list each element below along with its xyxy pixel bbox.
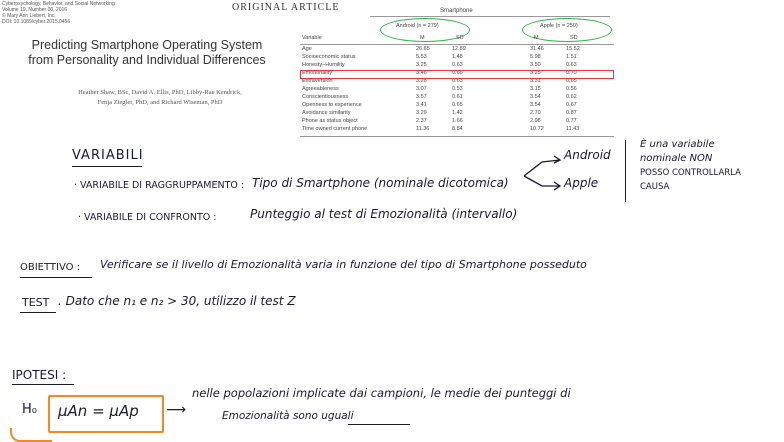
row-label: Phone as status object (302, 118, 358, 124)
table-cell: 0.63 (452, 78, 463, 84)
row-label: Socioeconomic status (302, 54, 356, 60)
h0-text-line1: nelle popolazioni implicate dai campioni, le medie dei punteggi di (192, 386, 571, 400)
side-note-line: POSSO CONTROLLARLA (640, 168, 741, 178)
table-cell: 3.50 (530, 62, 541, 68)
table-cell: 0.66 (452, 70, 463, 76)
side-bracket (625, 140, 636, 202)
table-cell: 1.51 (566, 54, 577, 60)
table-cell: 11.43 (566, 126, 580, 132)
obiettivo-label: OBIETTIVO : (20, 262, 81, 273)
table-subheader-row (300, 35, 614, 43)
table-row (300, 94, 614, 102)
underline (72, 166, 142, 167)
table-cell: 3.57 (416, 94, 427, 100)
table-cell: 0.53 (452, 86, 463, 92)
orange-swoosh (10, 428, 52, 442)
table-cell: 0.67 (566, 102, 577, 108)
emotionality-highlight-annotation (300, 70, 614, 79)
table-row (300, 62, 614, 70)
table-cell: 26.65 (416, 46, 430, 52)
underline (348, 424, 410, 425)
android-label: Android (564, 148, 611, 162)
row-label: Age (302, 46, 312, 52)
header-line: Volume 19, Number 00, 2016 (2, 7, 68, 13)
table-cell: 3.28 (416, 78, 427, 84)
row-label: Agreeableness (302, 86, 339, 92)
table-cell: 31.46 (530, 46, 544, 52)
table-cell: 5.53 (416, 54, 427, 60)
paper-title-line1: Predicting Smartphone Operating System (31, 38, 263, 52)
table-cell: 2.37 (416, 118, 427, 124)
table-cell: 3.41 (416, 102, 427, 108)
paper-authors (70, 88, 250, 108)
header-line: DOI: 10.1089/cyber.2015.0456 (2, 19, 71, 25)
table-cell: 0.63 (566, 62, 577, 68)
subheader: M (534, 35, 539, 41)
table-cell: 10.72 (530, 126, 544, 132)
table-row (300, 102, 614, 110)
table-cell: 3.54 (530, 102, 541, 108)
table-cell: 0.63 (452, 62, 463, 68)
confronto-text: Punteggio al test di Emozionalità (intervallo) (250, 207, 518, 221)
underline (20, 312, 56, 313)
table-cell: 3.07 (416, 86, 427, 92)
authors-line2: Fenja Ziegler, PhD, and Richard Wiseman, PhD (97, 99, 223, 106)
heading-variabili: VARIABILI (72, 148, 144, 163)
h0-formula: μAn = μAp (58, 402, 139, 420)
underline (12, 384, 74, 385)
table-cell: 3.25 (416, 62, 427, 68)
table-row (300, 86, 614, 94)
side-note-line: nominale NON (640, 153, 713, 164)
row-label: Extraversion (302, 78, 333, 84)
ipotesi-heading: IPOTESI : (12, 368, 67, 382)
table-cell: 0.77 (566, 118, 577, 124)
side-note (640, 138, 741, 194)
table-cell: 3.29 (416, 110, 427, 116)
table-cell: 8.84 (452, 126, 463, 132)
table-cell: 3.25 (530, 70, 541, 76)
row-label: Emotionality (302, 70, 332, 76)
paper-title (22, 38, 272, 68)
apple-header: Apple (n = 250) (540, 23, 578, 29)
subheader: SD (456, 35, 464, 41)
table-cell: 5.98 (530, 54, 541, 60)
obiettivo-text: Verificare se il livello di Emozionalità varia in funzione del tipo di Smartphone posseduto (100, 258, 587, 271)
table-rule (300, 136, 614, 137)
table-cell: 0.87 (566, 110, 577, 116)
table-cell: 2.70 (530, 110, 541, 116)
test-label: TEST (22, 296, 50, 309)
h0-arrow: ⟶ (166, 402, 187, 418)
row-label: Openness to experience (302, 102, 362, 108)
table-rule (370, 16, 610, 17)
table-rule (300, 44, 614, 45)
h0-text-line2: Emozionalità sono uguali (222, 410, 354, 422)
table-cell: 0.61 (452, 94, 463, 100)
table-row (300, 54, 614, 62)
side-note-line: È una variabile (640, 139, 715, 150)
table-row (300, 118, 614, 126)
table-cell: 0.62 (566, 94, 577, 100)
table-cell: 0.56 (566, 86, 577, 92)
side-note-line: CAUSA (640, 182, 670, 192)
article-type: ORIGINAL ARTICLE (232, 2, 340, 13)
raggruppamento-label: · VARIABILE DI RAGGRUPPAMENTO : (74, 180, 245, 191)
table-cell: 11.36 (416, 126, 430, 132)
table-row (300, 110, 614, 118)
table-cell: 3.54 (530, 94, 541, 100)
test-text: . Dato che n₁ e n₂ > 30, utilizzo il test Z (58, 294, 296, 308)
table-cell: 1.42 (452, 110, 463, 116)
header-line: © Mary Ann Liebert, Inc. (2, 13, 56, 19)
table-cell: 3.31 (530, 78, 541, 84)
row-label: Avoidance similarity (302, 110, 351, 116)
table-cell: 3.15 (530, 86, 541, 92)
table-cell: 0.70 (566, 70, 577, 76)
authors-line1: Heather Shaw, BSc, David A. Ellis, PhD, Libby-Rae Kendrick, (78, 89, 242, 96)
table-group-header: Smartphone (440, 8, 473, 14)
table-cell: 12.89 (452, 46, 466, 52)
journal-header (2, 1, 115, 25)
header-line: Cyberpsychology, Behavior, and Social Networking (2, 1, 115, 7)
row-label: Time owned current phone (302, 126, 368, 132)
table-cell: 2.98 (530, 118, 541, 124)
confronto-label: · VARIABILE DI CONFRONTO : (78, 212, 217, 223)
first-col-header: Variable (302, 35, 322, 41)
raggruppamento-text: Tipo di Smartphone (nominale dicotomica) (252, 176, 509, 190)
android-header: Android (n = 279) (396, 23, 439, 29)
table-cell: 0.65 (452, 102, 463, 108)
paper-title-line2: from Personality and Individual Differences (28, 53, 266, 67)
apple-label: Apple (564, 176, 599, 190)
table-cell: 3.46 (416, 70, 427, 76)
paper-table (300, 8, 614, 132)
row-label: Conscientiousness (302, 94, 349, 100)
table-row (300, 126, 614, 134)
table-row (300, 46, 614, 54)
table-cell: 1.48 (452, 54, 463, 60)
row-label: Honesty–Humility (302, 62, 345, 68)
subheader: SD (570, 35, 578, 41)
table-cell: 0.65 (566, 78, 577, 84)
subheader: M (420, 35, 425, 41)
underline (20, 277, 92, 278)
table-cell: 15.52 (566, 46, 580, 52)
table-row (300, 78, 614, 86)
table-cell: 1.66 (452, 118, 463, 124)
h0-label: H₀ (22, 402, 37, 417)
